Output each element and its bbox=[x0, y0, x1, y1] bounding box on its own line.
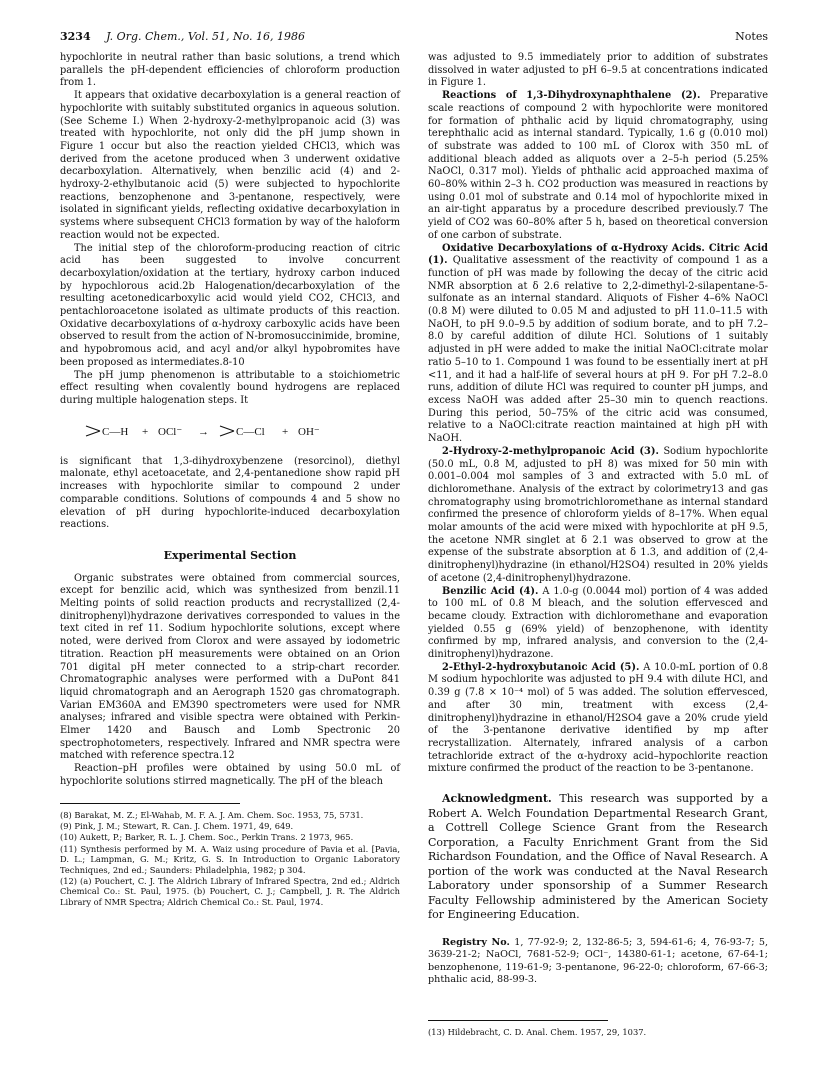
paragraph: Reaction–pH profiles were obtained by using 50.0 mL of hypochlorite solutions stirred magnetically. The pH of the bleach bbox=[60, 763, 400, 787]
acknowledgment-heading: Acknowledgment. bbox=[442, 792, 552, 806]
eq-rhs1: C—Cl bbox=[236, 425, 265, 438]
paragraph bbox=[428, 243, 768, 446]
paragraph-body: A 10.0-mL portion of 0.8 M sodium hypochlorite was adjusted to pH 9.4 with dilute HCl, and 0.39 g (7.8 × 10⁻⁴ mol) of 5 was added. The solution effervesced, and after 30 min, treatment with excess (2,4-dinitrophenyl)hydrazine in ethanol/H2SO4 gave a 20% crude yield of the 3-pentanone derivative identified by mp after recrystallization. Alternately, infrared analysis of a carbon tetrachloride extract of the α-hydroxy acid–hypochlorite reaction mixture confirmed the product of the reaction to be 3-pentanone. bbox=[428, 661, 769, 775]
footnote: (11) Synthesis performed by M. A. Waiz using procedure of Pavia et al. [Pavia, D. L.; Lampman, G. M.; Kritz, G. S. In Introduction to Organic Laboratory Techniques, 2nd ed.; Saunders: Philadelphia, 1982; p 304. bbox=[60, 843, 400, 875]
run-in-heading: 2-Hydroxy-2-methylpropanoic Acid (3). bbox=[442, 445, 659, 457]
acknowledgment bbox=[428, 792, 768, 923]
paragraph-body: Sodium hypochlorite (50.0 mL, 0.8 M, adjusted to pH 8) was mixed for 50 min with 0.001–0.004 mol samples of 3 and extracted with 5.0 mL of dichloromethane. Analysis of the extract by colorimetry13 and gas chromatography using bromotrichloromethane as internal standard confirmed the presence of chloroform yields of 8–17%. When equal molar amounts of the acid were mixed with hypochlorite at pH 9.5, the acetone NMR singlet at δ 2.1 was observed to grow at the expense of the substrate absorption at δ 1.3, and addition of (2,4-dinitrophenyl)hydrazine (in ethanol/H2SO4) resulted in 20% yields of acetone (2,4-dinitrophenyl)hydrazone. bbox=[428, 445, 768, 584]
paragraph: Organic substrates were obtained from commercial sources, except for benzilic acid, which was synthesized from benzil.11 Melting points of solid reaction products and recrystallized (2,4-dinitrophenyl)hydrazone derivatives corresponded to values in the text cited in ref 11. Sodium hypochlorite solutions, except where noted, were derived from Clorox and were assayed by iodometric titration. Reaction pH measurements were obtained on an Orion 701 digital pH meter connected to a strip-chart recorder. Chromatographic analyses were performed with a DuPont 841 liquid chromatograph and an Aerograph 1520 gas chromatograph. Varian EM360A and EM390 spectrometers were used for NMR analyses; infrared and visible spectra were obtained with Perkin-Elmer 1420 and Bausch and Lomb Spectronic 20 spectrophotometers, respectively. Infrared and NMR spectra were matched with reference spectra.12 bbox=[60, 572, 400, 762]
eq-arrow: → bbox=[198, 425, 209, 438]
registry-body: 1, 77-92-9; 2, 132-86-5; 3, 594-61-6; 4, 76-93-7; 5, 3639-21-2; NaOCl, 7681-52-9; OCl⁻, 14380-61-1; acetone, 67-64-1; benzophenone, 119-61-9; 3-pentanone, 96-22-0; chloroform, 67-66-3; phthalic acid, 88-99-3. bbox=[428, 936, 768, 986]
section-heading: Experimental Section bbox=[163, 548, 297, 562]
paragraph-body: A 1.0-g (0.0044 mol) portion of 4 was added to 100 mL of 0.8 M bleach, and the solution effervesced and became cloudy. Extraction with dichloromethane and evaporation yielded 0.55 g (69% yield) of benzophenone, with identity confirmed by mp, infrared analysis, and conversion to the (2,4-dinitrophenyl)hydrazone. bbox=[428, 585, 768, 661]
paragraph: The initial step of the chloroform-producing reaction of citric acid has been suggested to involve concurrent decarboxylation/oxidation at the tertiary, hydroxy carbon induced by hypochlorous acid.2b Halogenation/decarboxylation of the resulting acetonedicarboxylic acid would yield CO2, CHCl3, and pentachloroacetone isolated as ultimate products of this reaction. Oxidative decarboxylations of α-hydroxy carboxylic acids have been observed to result from the action of N-bromosuccinimide, bromine, and hypobromous acid, and acyl and/or alkyl hypobromites have been proposed as intermediates.8-10 bbox=[60, 242, 400, 368]
equation-graphic bbox=[80, 416, 380, 446]
run-in-heading: 2-Ethyl-2-hydroxybutanoic Acid (5). bbox=[442, 661, 640, 673]
registry-heading: Registry No. bbox=[442, 936, 510, 948]
run-in-heading: Benzilic Acid (4). bbox=[442, 585, 539, 597]
paragraph: is significant that 1,3-dihydroxybenzene (resorcinol), diethyl malonate, ethyl acetoacetate, and 2,4-pentanedione show rapid pH increases with hypochlorite similar to compound 2 under comparable conditions. Solutions of compounds 4 and 5 show no elevation of pH during hypochlorite-induced decarboxylation reactions. bbox=[60, 455, 400, 531]
right-footnotes bbox=[428, 1020, 768, 1038]
bond-line bbox=[220, 431, 234, 436]
paragraph: It appears that oxidative decarboxylation is a general reaction of hypochlorite with suitably substituted organics in aqueous solution. (See Scheme I.) When 2-hydroxy-2-methylpropanoic acid (3) was treated with hypochlorite, not only did the pH jump shown in Figure 1 occur but also the reaction yielded CHCl3, which was derived from the acetone produced when 3 underwent oxidative decarboxylation. Alternatively, when benzilic acid (4) and 2-hydroxy-2-ethylbutanoic acid (5) were subjected to hypochlorite reactions, benzophenone and 3-pentanone, respectively, were isolated in significant yields, reflecting oxidative decarboxylation in systems where subsequent CHCl3 formation by way of the haloform reaction would not be expected. bbox=[60, 90, 400, 241]
registry-numbers bbox=[428, 937, 768, 987]
acknowledgment-body: This research was supported by a Robert A. Welch Foundation Departmental Research Grant, a Cottrell College Science Grant from the Research Corporation, a Faculty Enrichment Grant from the Sid Richardson Foundation, and the Office of Naval Research. A portion of the work was conducted at the Naval Research Laboratory under sponsorship of a Summer Research Faculty Fellowship administered by the American Society for Engineering Education. bbox=[428, 792, 768, 922]
bond-line bbox=[86, 431, 100, 436]
paragraph: hypochlorite in neutral rather than basic solutions, a trend which parallels the pH-dependent efficiencies of chloroform production from 1. bbox=[60, 52, 400, 89]
footnote-divider bbox=[60, 803, 240, 804]
footnote-divider bbox=[428, 1020, 608, 1021]
paragraph: was adjusted to 9.5 immediately prior to addition of substrates dissolved in water adjusted to pH 6–9.5 at concentrations indicated in Figure 1. bbox=[428, 52, 768, 89]
section-label: Notes bbox=[735, 30, 768, 43]
eq-plus: + bbox=[142, 425, 149, 438]
paragraph bbox=[428, 586, 768, 662]
eq-plus: + bbox=[282, 425, 289, 438]
run-in-heading: Oxidative Decarboxylations of α-Hydroxy Acids. Citric Acid (1). bbox=[428, 242, 768, 267]
eq-lhs1: C—H bbox=[102, 425, 129, 438]
left-column bbox=[60, 52, 400, 908]
paragraph-body: Preparative scale reactions of compound 2 with hypochlorite were monitored for formation of phthalic acid by liquid chromatography, using terephthalic acid as internal standard. Typically, 1.6 g (0.010 mol) of substrate was added to 100 mL of Clorox with 350 mL of additional bleach added as aliquots over a 2–5-h period (5.25% NaOCl, 0.317 mol). Yields of phthalic acid approached maxima of 60–80% within 2–3 h. CO2 production was measured in reactions by using 0.01 mol of substrate and 0.14 mol of hypochlorite mixed in an air-tight apparatus by a procedure described previously.7 The yield of CO2 was 60–80% after 5 h, based on theoretical conversion of one carbon of substrate. bbox=[428, 90, 768, 241]
journal-citation: J. Org. Chem., Vol. 51, No. 16, 1986 bbox=[106, 30, 306, 43]
eq-rhs2: OH⁻ bbox=[298, 425, 320, 438]
footnote: (13) Hildebracht, C. D. Anal. Chem. 1957, 29, 1037. bbox=[428, 1027, 647, 1037]
bond-line bbox=[86, 426, 100, 431]
footnote: (9) Pink, J. M.; Stewart, R. Can. J. Chem. 1971, 49, 649. bbox=[60, 820, 294, 831]
paragraph bbox=[428, 662, 768, 776]
run-in-heading: Reactions of 1,3-Dihydroxynaphthalene (2). bbox=[442, 90, 701, 102]
paragraph bbox=[428, 90, 768, 242]
paragraph: The pH jump phenomenon is attributable to a stoichiometric effect resulting when covalently bound hydrogens are replaced during multiple halogenation steps. It bbox=[60, 369, 400, 406]
reaction-equation bbox=[60, 416, 400, 446]
right-column bbox=[428, 52, 768, 987]
footnote: (10) Aukett, P.; Barker, R. L. J. Chem. Soc., Perkin Trans. 2 1973, 965. bbox=[60, 832, 354, 843]
bond-line bbox=[220, 426, 234, 431]
footnote: (12) (a) Pouchert, C. J. The Aldrich Library of Infrared Spectra, 2nd ed.; Aldrich Chemical Co.: St. Paul, 1975. (b) Pouchert, C. J.; Campbell, J. R. The Aldrich Library of NMR Spectra; Aldrich Chemical Co.: St. Paul, 1974. bbox=[60, 876, 400, 907]
running-header bbox=[60, 30, 768, 46]
footnote: (8) Barakat, M. Z.; El-Wahab, M. F. A. J. Am. Chem. Soc. 1953, 75, 5731. bbox=[60, 809, 364, 820]
page-number: 3234 bbox=[60, 30, 91, 43]
paragraph-body: Qualitative assessment of the reactivity of compound 1 as a function of pH was made by following the decay of the citric acid NMR absorption at δ 2.6 relative to 2,2-dimethyl-2-silapentane-5-sulfonate as an internal standard. Aliquots of Fisher 4–6% NaOCl (0.8 M) were diluted to 0.05 M and adjusted to pH 11.0–11.5 with NaOH, to pH 9.0–9.5 by addition of sodium borate, and to pH 7.2–8.0 by careful addition of dilute HCl. Solutions of 1 suitably adjusted in pH were added to make the initial NaOCl:citrate molar ratio 5–10 to 1. Compound 1 was found to be essentially inert at pH <11, and it had a half-life of several hours at pH 9. For pH 7.2–8.0 runs, addition of dilute HCl was required to counter pH jumps, and excess NaOH was added after 25–30 min to quench reactions. During this period, 50–75% of the citric acid was consumed, relative to a NaOCl:citrate reaction maintained at high pH with NaOH. bbox=[428, 255, 768, 445]
eq-lhs2: OCl⁻ bbox=[158, 425, 183, 438]
header-left bbox=[60, 30, 305, 43]
paragraph bbox=[428, 446, 768, 586]
